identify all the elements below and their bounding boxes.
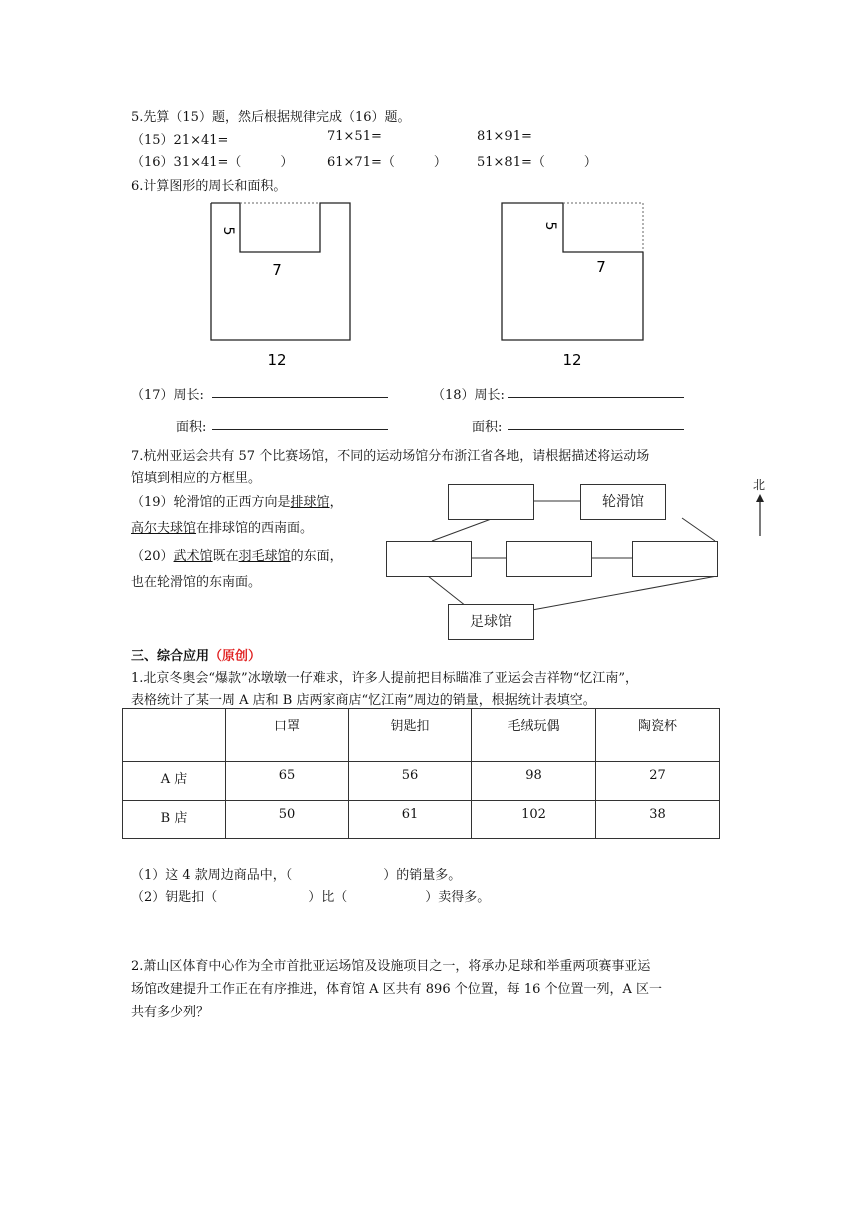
venue-label-roller-skating: 轮滑馆 <box>602 494 644 510</box>
north-arrow-icon <box>754 494 766 538</box>
q15-item-1: （15）21×41= <box>131 133 229 148</box>
q6-title: 6.计算图形的周长和面积。 <box>131 179 287 194</box>
venue-box-empty-center[interactable] <box>506 541 592 577</box>
fill-blank-1: （1）这 4 款周边商品中，（ ）的销量多。 <box>131 868 462 883</box>
figure-2-label-5: 5 <box>542 221 558 231</box>
table-row <box>123 801 720 839</box>
q19-golf-hall: 高尔夫球馆 <box>131 521 197 536</box>
q7-line-2: 馆填到相应的方框里。 <box>131 471 262 486</box>
q17-perimeter-answer-line[interactable] <box>212 397 388 398</box>
table-header-cell <box>123 709 226 762</box>
table-header-cell: 钥匙扣 <box>349 709 472 762</box>
q17-perimeter-label: （17）周长: <box>131 388 204 403</box>
venue-box-empty-west[interactable] <box>386 541 472 577</box>
q20-martial-arts-hall: 武术馆 <box>173 549 213 564</box>
q20-text-mid: 既在 <box>212 549 239 564</box>
q15-item-2: 71×51= <box>327 129 382 144</box>
q19-volleyball-hall: 排球馆 <box>290 495 330 510</box>
q18-perimeter-answer-line[interactable] <box>508 397 684 398</box>
q18-area-answer-line[interactable] <box>508 429 684 430</box>
north-label: 北 <box>753 478 766 492</box>
figure-1-label-12: 12 <box>267 351 287 369</box>
table-cell: 50 <box>226 801 349 839</box>
table-cell: 38 <box>596 801 720 839</box>
q15-item-3: 81×91= <box>477 129 532 144</box>
table-cell: 61 <box>349 801 472 839</box>
figure-2-outline <box>502 203 643 340</box>
sales-table <box>122 708 720 839</box>
venue-box-empty-east[interactable] <box>632 541 718 577</box>
q19-text-post: ， <box>329 495 343 510</box>
table-header-row <box>123 709 720 762</box>
table-cell: 56 <box>349 762 472 801</box>
q18-perimeter-label: （18）周长: <box>432 388 505 403</box>
q5-title: 5.先算（15）题，然后根据规律完成（16）题。 <box>131 110 411 125</box>
venue-box-roller-skating <box>580 484 666 520</box>
q17-area-label: 面积: <box>176 420 207 435</box>
q19-description-line-2 <box>131 517 313 536</box>
figure-1 <box>200 195 370 375</box>
table-header-cell: 陶瓷杯 <box>596 709 720 762</box>
table-row <box>123 762 720 801</box>
table-cell: 102 <box>472 801 596 839</box>
q17-area-answer-line[interactable] <box>212 429 388 430</box>
q20-text-post: 的东面， <box>290 549 343 564</box>
figure-1-label-5: 5 <box>220 226 236 236</box>
q19b-text-post: 在排球馆的西南面。 <box>196 521 314 536</box>
q19-text-pre: （19）轮滑馆的正西方向是 <box>131 495 291 510</box>
problem-2-line-1: 2.萧山区体育中心作为全市首批亚运场馆及设施项目之一，将承办足球和举重两项赛事亚运 <box>131 959 651 974</box>
table-cell: A 店 <box>123 762 226 801</box>
table-header-cell: 毛绒玩偶 <box>472 709 596 762</box>
table-cell: 65 <box>226 762 349 801</box>
q16-item-2: 61×71=（ ） <box>327 155 447 170</box>
q16-item-1: （16）31×41=（ ） <box>131 155 294 170</box>
problem-1-line-2: 表格统计了某一周 A 店和 B 店两家商店“忆江南”周边的销量，根据统计表填空。 <box>131 693 596 708</box>
table-cell: 98 <box>472 762 596 801</box>
section-3-heading <box>131 645 261 664</box>
table-cell: 27 <box>596 762 720 801</box>
problem-1-line-1: 1.北京冬奥会“爆款”冰墩墩一仔难求，许多人提前把目标瞄准了亚运会吉祥物“忆江南”， <box>131 671 638 686</box>
figure-2 <box>495 195 665 375</box>
figure-2-label-7: 7 <box>596 258 606 276</box>
section-3-title: 三、综合应用 <box>131 649 210 664</box>
q20-description-line-1 <box>131 545 343 564</box>
figure-2-dashed-edge <box>563 203 643 252</box>
figure-1-label-7: 7 <box>272 261 282 279</box>
q20-text-pre: （20） <box>131 549 174 564</box>
table-cell: B 店 <box>123 801 226 839</box>
venue-box-football <box>448 604 534 640</box>
q18-area-label: 面积: <box>472 420 503 435</box>
table-header-cell: 口罩 <box>226 709 349 762</box>
section-3-original-tag: （原创） <box>209 649 262 664</box>
fill-blank-2: （2）钥匙扣（ ）比（ ）卖得多。 <box>131 890 491 905</box>
venue-box-empty-top-left[interactable] <box>448 484 534 520</box>
q19-description-line-1 <box>131 491 343 510</box>
figure-2-label-12: 12 <box>562 351 582 369</box>
problem-2-line-2: 场馆改建提升工作正在有序推进，体育馆 A 区共有 896 个位置，每 16 个位置一列，A 区一 <box>131 982 663 997</box>
venue-label-football: 足球馆 <box>470 614 512 630</box>
q7-line-1: 7.杭州亚运会共有 57 个比赛场馆，不同的运动场馆分布浙江省各地，请根据描述将运动场 <box>131 449 650 464</box>
q20-description-line-2: 也在轮滑馆的东南面。 <box>131 575 262 590</box>
q16-item-3: 51×81=（ ） <box>477 155 597 170</box>
problem-2-line-3: 共有多少列？ <box>131 1005 210 1020</box>
q20-badminton-hall: 羽毛球馆 <box>238 549 291 564</box>
